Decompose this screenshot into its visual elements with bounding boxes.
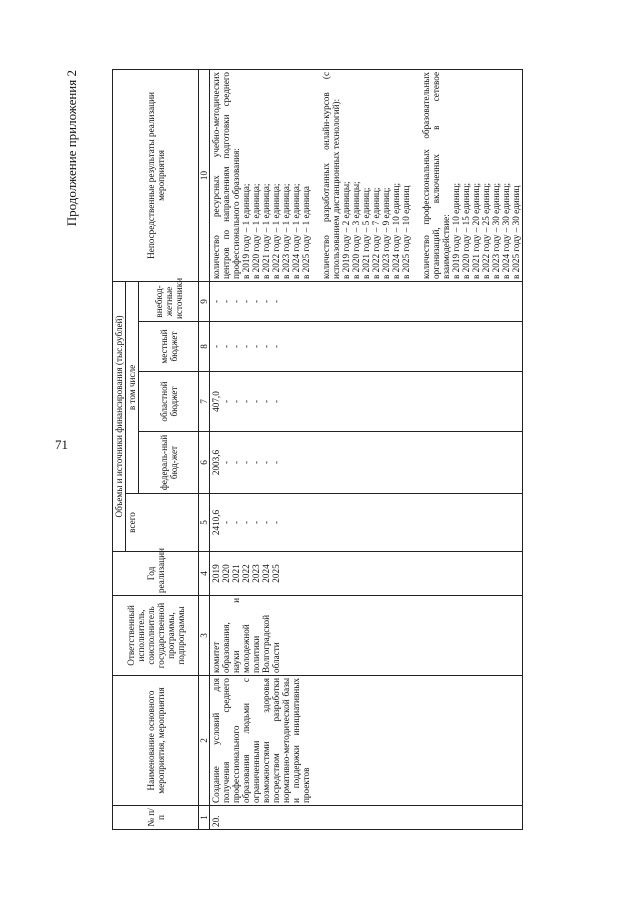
year-value: 2021 <box>231 564 241 583</box>
result-line: в 2020 году – 3 единицы; <box>351 181 361 279</box>
header-incl: в том числе <box>126 281 139 493</box>
total-value: - <box>261 520 271 525</box>
result-line: количество профессиональных образовательных организаций, включенных в сетевое взаимодействие: <box>421 71 451 279</box>
result-line: в 2024 году – 1 единица; <box>291 183 301 279</box>
extra-value: - <box>271 299 281 304</box>
years-cell <box>210 552 523 596</box>
federal-value: - <box>221 460 231 465</box>
result-line: в 2021 году – 20 единиц; <box>471 183 481 279</box>
result-line: в 2019 году – 10 единиц; <box>451 183 461 279</box>
regional-value: - <box>261 399 271 404</box>
regional-value: - <box>231 399 241 404</box>
extra-value: - <box>241 299 251 304</box>
regional-value: - <box>251 399 261 404</box>
result-line: в 2023 году – 30 единиц; <box>491 183 501 279</box>
program-table <box>112 69 523 830</box>
extra-cell <box>210 281 523 321</box>
local-value: - <box>231 344 241 349</box>
col-number: 9 <box>199 281 210 321</box>
result-line: количество разработанных онлайн-курсов (с использованием дистанционных технологий): <box>321 71 341 279</box>
header-name: Наименование основного мероприятия, мероприятия <box>113 676 199 806</box>
result-line: в 2024 году – 10 единиц; <box>391 183 401 279</box>
row-number: 20. <box>210 806 523 830</box>
col-number: 5 <box>199 494 210 552</box>
result-line: в 2022 году – 1 единица; <box>271 183 281 279</box>
federal-value: 2003,6 <box>211 449 221 476</box>
regional-cell <box>210 372 523 432</box>
col-number: 8 <box>199 322 210 372</box>
header-num: № п/п <box>113 806 199 830</box>
result-line: в 2020 году – 1 единица; <box>251 183 261 279</box>
header-year: Год реализации <box>113 552 199 596</box>
spacer <box>411 72 421 279</box>
year-value: 2020 <box>221 564 231 583</box>
total-value: - <box>231 520 241 525</box>
regional-value: - <box>271 399 281 404</box>
local-value: - <box>221 344 231 349</box>
rotated-sheet <box>64 70 572 830</box>
total-cell <box>210 494 523 552</box>
year-value: 2022 <box>241 564 251 583</box>
result-line: в 2019 году – 2 единицы; <box>341 181 351 279</box>
year-value: 2025 <box>271 564 281 583</box>
header-extra: внебюд-жетные источники <box>139 281 199 321</box>
extra-value: - <box>231 299 241 304</box>
page-number: 71 <box>55 437 68 452</box>
local-value: - <box>271 344 281 349</box>
year-value: 2023 <box>251 564 261 583</box>
extra-value: - <box>251 299 261 304</box>
column-numbers-row <box>199 69 210 829</box>
total-value: 2410,6 <box>211 509 221 536</box>
federal-value: - <box>231 460 241 465</box>
result-line: количество ресурсных учебно-методических центров по направлениям подготовки среднего профессионального образования: <box>211 71 241 279</box>
federal-value: - <box>251 460 261 465</box>
federal-cell <box>210 432 523 494</box>
local-cell <box>210 322 523 372</box>
col-number: 10 <box>199 69 210 281</box>
continuation-title: Продолжение приложения 2 <box>64 70 79 227</box>
extra-value: - <box>261 299 271 304</box>
result-line: в 2023 году – 9 единиц; <box>381 187 391 279</box>
col-number: 1 <box>199 806 210 830</box>
results-cell <box>210 69 523 281</box>
result-line: в 2021 году – 5 единиц; <box>361 187 371 279</box>
regional-value: - <box>221 399 231 404</box>
header-executor: Ответственный исполнитель, соисполнитель государственной программы, подпрограммы <box>113 596 199 676</box>
federal-value: - <box>241 460 251 465</box>
extra-value: - <box>221 299 231 304</box>
result-line: в 2025 году – 30 единиц <box>511 185 521 279</box>
federal-value: - <box>271 460 281 465</box>
result-line: в 2020 году – 15 единиц; <box>461 183 471 279</box>
result-line: в 2025 году – 10 единиц <box>401 185 411 279</box>
result-line: в 2022 году – 25 единиц; <box>481 183 491 279</box>
year-value: 2019 <box>211 564 221 583</box>
result-line: в 2023 году – 1 единица; <box>281 183 291 279</box>
federal-value: - <box>261 460 271 465</box>
result-line: в 2019 году – 1 единица; <box>241 183 251 279</box>
year-value: 2024 <box>261 564 271 583</box>
table-row <box>210 69 523 829</box>
total-value: - <box>221 520 231 525</box>
spacer <box>311 72 321 279</box>
header-results: Непосредственные результаты реализации мероприятия <box>113 69 199 281</box>
result-line: в 2021 году – 1 единица; <box>261 183 271 279</box>
col-number: 4 <box>199 552 210 596</box>
event-name: Создание условий для получения среднего профессионального образования людьми с ограниченными возможностями здоровья посредством разработки нормативно-методической базы и поддержки инициативных проектов <box>210 676 523 806</box>
local-value: - <box>261 344 271 349</box>
header-funding: Объемы и источники финансирования (тыс.рублей) <box>113 281 126 551</box>
total-value: - <box>271 520 281 525</box>
total-value: - <box>251 520 261 525</box>
header-total: всего <box>126 494 199 552</box>
local-value: - <box>211 344 221 349</box>
col-number: 2 <box>199 676 210 806</box>
col-number: 7 <box>199 372 210 432</box>
extra-value: - <box>211 299 221 304</box>
regional-value: - <box>241 399 251 404</box>
executor: комитет образования, науки и молодежной политики Волгоградской области <box>210 596 523 676</box>
result-line: в 2024 году – 30 единиц; <box>501 183 511 279</box>
col-number: 3 <box>199 596 210 676</box>
result-line: в 2022 году – 7 единиц; <box>371 187 381 279</box>
local-value: - <box>241 344 251 349</box>
regional-value: 407,0 <box>211 391 221 412</box>
total-value: - <box>241 520 251 525</box>
result-line: в 2025 году – 1 единица <box>301 186 311 279</box>
header-local: местный бюджет <box>139 322 199 372</box>
header-regional: областной бюджет <box>139 372 199 432</box>
local-value: - <box>251 344 261 349</box>
col-number: 6 <box>199 432 210 494</box>
header-federal: федераль-ный бюд-жет <box>139 432 199 494</box>
